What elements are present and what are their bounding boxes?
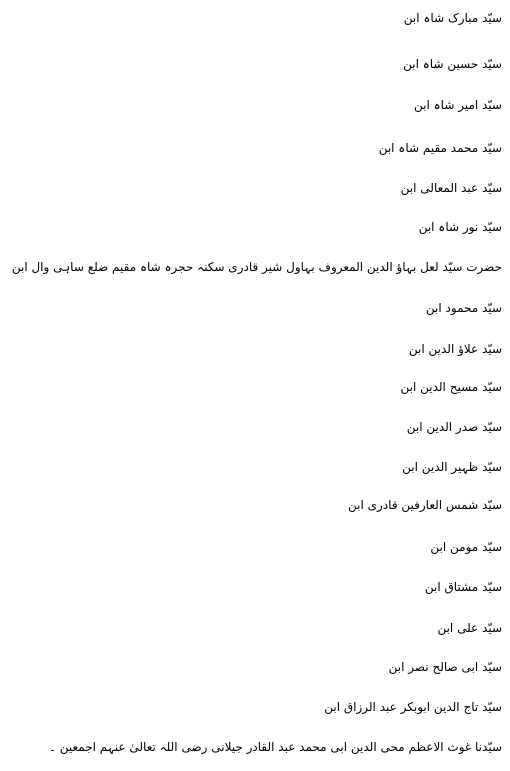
lineage-line: سیّد تاج الدین ابوبکر عبد الرزاق ابن: [324, 700, 502, 714]
lineage-line: سیّد صدر الدین ابن: [406, 420, 502, 434]
lineage-line: سیّد عبد المعالی ابن: [400, 181, 502, 195]
lineage-line: سیّد نور شاہ ابن: [418, 220, 502, 234]
lineage-line: سیّد ظہیر الدین ابن: [402, 460, 502, 474]
lineage-line: سیّد ابی صالح نصر ابن: [388, 660, 502, 674]
lineage-line: سیّد محمود ابن: [425, 301, 502, 315]
lineage-line: سیّد محمد مقیم شاہ ابن: [378, 141, 502, 155]
lineage-line: سیّد حسین شاہ ابن: [403, 57, 502, 71]
lineage-line: سیّد مسیح الدین ابن: [400, 380, 502, 394]
lineage-line: سیّد علی ابن: [437, 621, 502, 635]
lineage-line: سیّد مشتاق ابن: [424, 580, 502, 594]
lineage-line: سیّد مبارک شاہ ابن: [403, 11, 502, 25]
lineage-line: سیّدنا غوث الاعظم محی الدین ابی محمد عبد القادر جیلانی رضی اللہ تعالیٰ عنہم اجمعین ۔: [48, 740, 502, 754]
lineage-line: حضرت سیّد لعل بہاؤ الدین المعروف بہاول شیر قادری سکنہ حجرہ شاہ مقیم ضلع ساہی وال ابن: [11, 260, 502, 274]
lineage-line: سیّد مومن ابن: [430, 540, 502, 554]
lineage-line: سیّد شمس العارفین قادری ابن: [348, 498, 502, 512]
lineage-line: سیّد علاؤ الدین ابن: [408, 342, 502, 356]
lineage-line: سیّد امیر شاہ ابن: [414, 98, 502, 112]
